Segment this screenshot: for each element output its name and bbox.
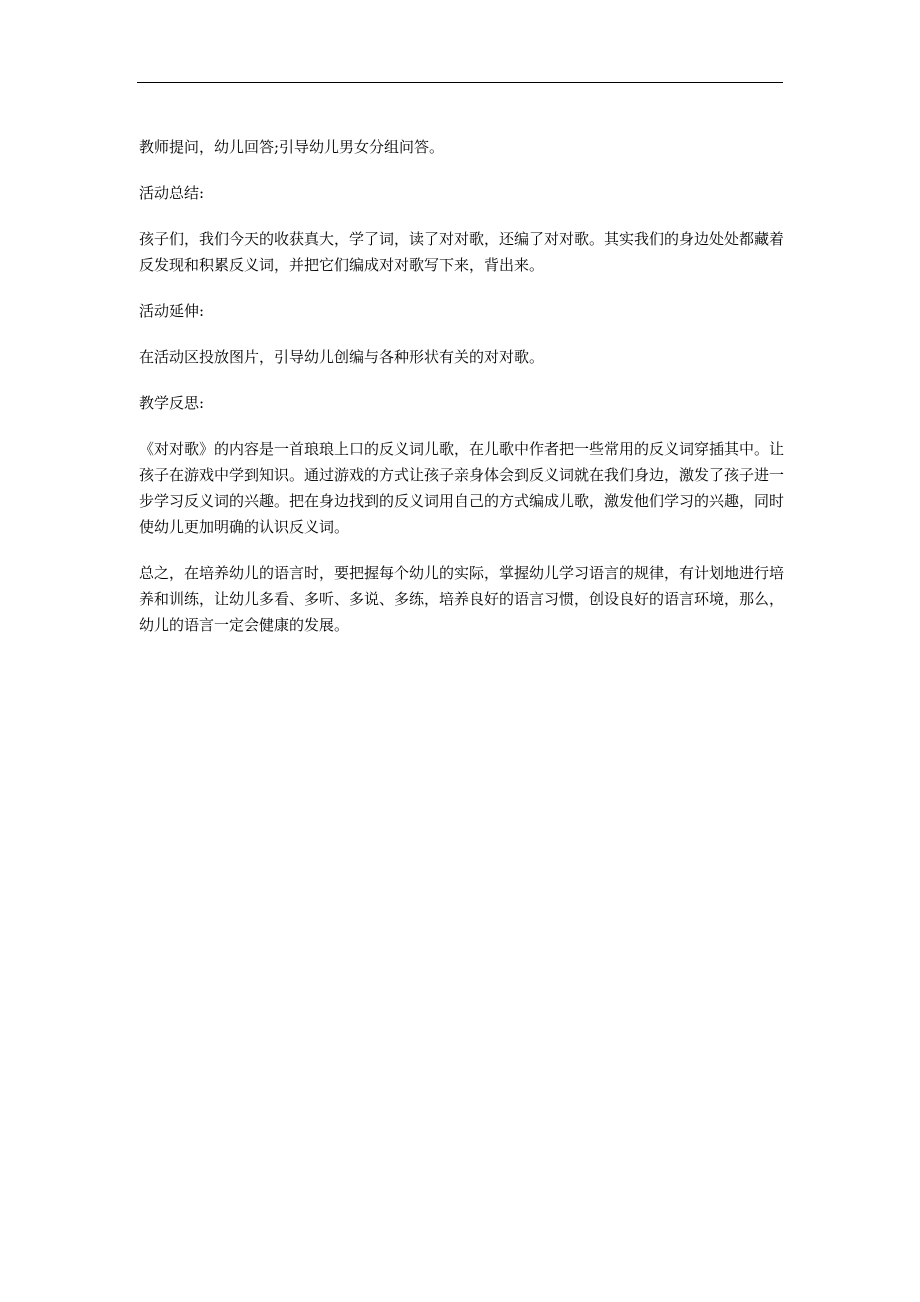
heading-activity-summary: 活动总结: (139, 184, 205, 202)
heading-activity-extension: 活动延伸: (139, 302, 205, 320)
paragraph-extension: 在活动区投放图片，引导幼儿创编与各种形状有关的对对歌。 (139, 348, 545, 366)
document-body (139, 134, 784, 658)
paragraph-teacher-questions: 教师提问，幼儿回答;引导幼儿男女分组问答。 (139, 138, 445, 156)
header-rule (137, 82, 783, 83)
heading-teaching-reflection: 教学反思: (139, 394, 205, 412)
paragraph-reflection: 《对对歌》的内容是一首琅琅上口的反义词儿歌，在儿歌中作者把一些常用的反义词穿插其中。让孩子在游戏中学到知识。通过游戏的方式让孩子亲身体会到反义词就在我们身边，激发了孩子进一步学习反义词的兴趣。把在身边找到的反义词用自己的方式编成儿歌，激发他们学习的兴趣，同时使幼儿更加明确的认识反义词。 (139, 440, 785, 536)
paragraph-summary: 孩子们，我们今天的收获真大，学了词，读了对对歌，还编了对对歌。其实我们的身边处处都藏着反发现和积累反义词，并把它们编成对对歌写下来，背出来。 (139, 230, 785, 274)
paragraph-conclusion: 总之，在培养幼儿的语言时，要把握每个幼儿的实际，掌握幼儿学习语言的规律，有计划地进行培养和训练，让幼儿多看、多听、多说、多练，培养良好的语言习惯，创设良好的语言环境，那么，幼儿的语言一定会健康的发展。 (139, 564, 785, 634)
